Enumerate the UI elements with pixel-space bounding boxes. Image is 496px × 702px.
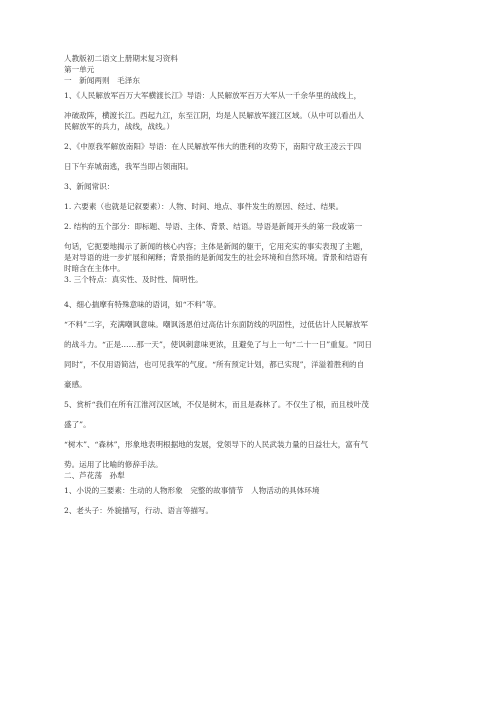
lesson-2-item-1: 1、小说的三要素：生动的人物形象 完整的故事情节 人物活动的具体环境 <box>64 486 320 495</box>
item-5-line-1: 5、赏析“我们在所有江淮河汉区域，不仅是树木，而且是森林了。不仅生了根，而且枝叶茂 <box>64 400 369 409</box>
item-2-line-1: 2、《中原我军解放南阳》导语：在人民解放军伟大的胜利的攻势下，南阳守敌王凌云于四 <box>64 142 362 151</box>
item-4-heading: 4、细心揣摩有特殊意味的语词，如“不料”等。 <box>64 300 221 309</box>
item-5-line-4: 势。运用了比喻的修辞手法。 <box>64 460 163 469</box>
item-3-1: 1. 六要素（也就是记叙要素）：人物、时间、地点、事件发生的原因、经过、结果。 <box>64 202 344 211</box>
item-2-line-2: 日下午弃城南逃，我军当即占领南阳。 <box>64 162 194 171</box>
unit-heading: 第一单元 <box>64 65 95 74</box>
item-5-line-3: “树木”、“森林”，形象地表明根据地的发展，党领导下的人民武装力量的日益壮大，富有气 <box>64 440 369 449</box>
item-3-3: 3. 三个特点：真实性、及时性、简明性。 <box>64 275 203 284</box>
item-4-line-3: 同时”，不仅用语简洁，也可见我军的气度。“所有预定计划，都已实现”，洋溢着胜利的自 <box>64 360 365 369</box>
document-page <box>64 53 440 516</box>
item-1-line-1: 1、《人民解放军百万大军横渡长江》导语：人民解放军百万大军从一千余华里的战线上， <box>64 91 362 100</box>
item-3-heading: 3、新闻常识： <box>64 182 115 191</box>
item-4-line-1: “不料”二字，充满嘲讽意味。嘲讽汤恩伯过高估计东面防线的巩固性，过低估计人民解放军 <box>64 320 368 329</box>
item-3-2-line-1: 2. 结构的五个部分：即标题、导语、主体、背景、结语。导语是新闻开头的第一段或第一 <box>64 222 363 231</box>
doc-title: 人教版初二语文上册期末复习资料 <box>64 54 178 63</box>
lesson-2-heading: 二、芦花荡 孙犁 <box>64 471 125 480</box>
item-3-2-line-4: 时暗含在主体中。 <box>64 264 125 273</box>
item-4-line-2: 的战斗力。“正是……那一天”，使讽刺意味更浓，且避免了与上一句“二十一日”重复。“同日 <box>64 340 372 349</box>
item-5-line-2: 盛了”。 <box>64 420 91 429</box>
item-3-2-line-2: 句话，它扼要地揭示了新闻的核心内容；主体是新闻的躯干，它用充实的事实表现了主题， <box>64 242 368 251</box>
lesson-2-item-2: 2、老头子：外貌描写，行动、语言等描写。 <box>64 506 214 515</box>
item-1-line-2: 冲破敌阵，横渡长江。西起九江，东至江阴，均是人民解放军渡江区域。（从中可以看出人 <box>64 111 364 120</box>
item-4-line-4: 豪感。 <box>64 380 87 389</box>
item-3-2-line-3: 是对导语的进一步扩展和阐释；背景指的是新闻发生的社会环境和自然环境。背景和结语有 <box>64 253 368 262</box>
lesson-1-heading: 一 新闻两则 毛泽东 <box>64 76 140 85</box>
item-1-line-3: 民解放军的兵力，战线，战线。） <box>64 122 175 131</box>
